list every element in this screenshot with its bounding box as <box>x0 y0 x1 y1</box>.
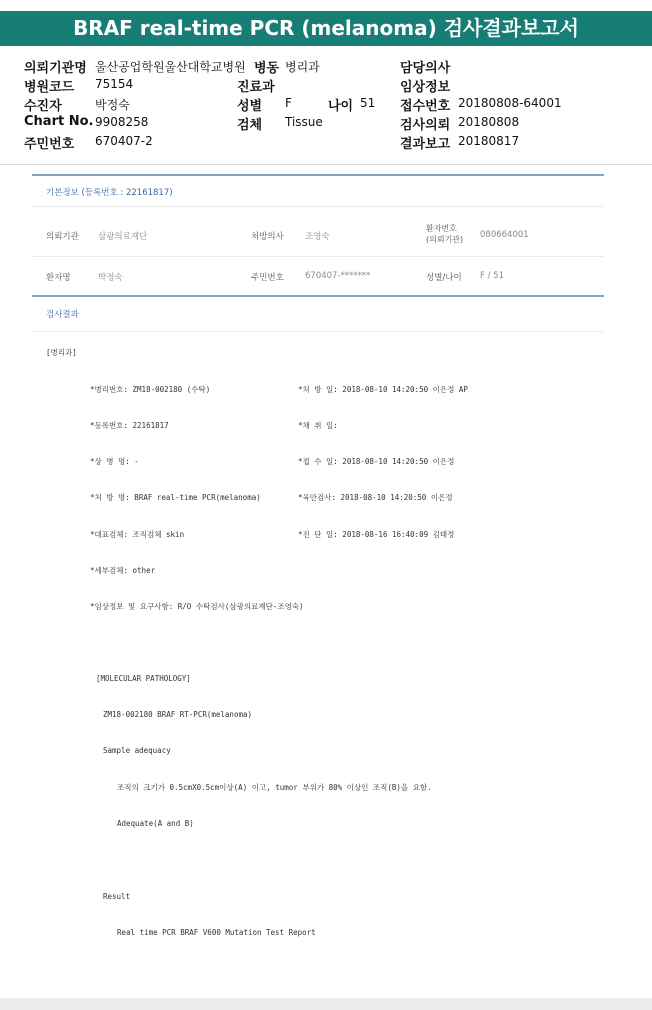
clinical-info-label: 임상정보 <box>400 80 451 95</box>
right-item: *처 방 일: 2018-08-10 14:20:50 이은정 AP <box>298 385 468 394</box>
adequacy-title: Sample adequacy <box>103 746 171 755</box>
hospital-code-value: 75154 <box>95 77 134 91</box>
institution-label: 의뢰기관명 <box>24 61 87 76</box>
request-value: 20180808 <box>458 115 520 129</box>
patient-no-value: 080664001 <box>480 230 529 240</box>
patient-no-label <box>426 223 463 245</box>
left-item: *병리번호: ZM18-002180 (수탁) <box>90 385 211 394</box>
left-item: *등록번호: 22161817 <box>90 421 169 430</box>
request-inst-label: 의뢰기관 <box>46 232 79 242</box>
left-item: *상 병 명: - <box>90 457 139 466</box>
row-divider <box>32 331 604 332</box>
dept-label: [병리과] <box>46 348 77 357</box>
patient-name-label: 환자명 <box>46 273 71 283</box>
prescriber-value: 조영숙 <box>305 232 330 242</box>
report-title: BRAF real-time PCR (melanoma) 검사결과보고서 <box>0 11 652 46</box>
molecular-header: [MOLECULAR PATHOLOGY] <box>96 674 191 683</box>
right-item: *육안검사: 2018-08-10 14:20:50 이은정 <box>298 493 453 502</box>
right-item: *접 수 일: 2018-08-10 14:20:50 이은정 <box>298 457 455 466</box>
sex-age-value: F / 51 <box>480 271 504 281</box>
left-item: *처 방 명: BRAF real-time PCR(melanoma) <box>90 493 261 502</box>
resident-label: 주민번호 <box>24 137 75 152</box>
prescriber-label: 처방의사 <box>251 232 284 242</box>
bottom-margin <box>0 998 652 1010</box>
doctor-label: 담당의사 <box>400 61 451 76</box>
right-item: *진 단 일: 2018-08-16 16:40:09 김태정 <box>298 530 455 539</box>
row-divider <box>32 256 604 257</box>
result-text: Real time PCR BRAF V600 Mutation Test Report <box>117 928 316 937</box>
specimen-value: Tissue <box>285 115 323 129</box>
resident-no-value: 670407-******* <box>305 271 371 281</box>
basic-info-title: 기본정보 (등록번호 : 22161817) <box>46 188 173 198</box>
request-label: 검사의뢰 <box>400 118 451 133</box>
sex-age-label: 성별/나이 <box>426 273 462 283</box>
resident-value: 670407-2 <box>95 134 153 148</box>
ward-value: 병리과 <box>285 60 320 74</box>
left-item: *대표검체: 조직검체 skin <box>90 530 185 539</box>
adequacy-result: Adequate(A and B) <box>117 819 194 828</box>
patient-value: 박정숙 <box>95 98 130 112</box>
patient-no-label-line2: (의뢰기관) <box>426 235 464 244</box>
department-label: 진료과 <box>237 80 275 95</box>
scanned-report <box>0 165 652 998</box>
age-value: 51 <box>360 96 376 110</box>
section-divider <box>32 295 604 297</box>
sex-label: 성별 <box>237 99 263 114</box>
receipt-label: 접수번호 <box>400 99 451 114</box>
specimen-label: 검체 <box>237 118 263 133</box>
report-label: 결과보고 <box>400 137 451 152</box>
right-item: *채 취 일: <box>298 421 338 430</box>
sex-value: F <box>285 96 292 110</box>
patient-name-value: 박정숙 <box>98 273 123 283</box>
institution-value: 울산공업학원울산대학교병원 <box>95 60 246 74</box>
left-item: *임상정보 및 요구사항: R/O 수탁검사(삼광의료재단-조영숙) <box>90 602 304 611</box>
chart-value: 9908258 <box>95 115 149 129</box>
results-title: 검사결과 <box>46 310 79 320</box>
patient-label: 수진자 <box>24 99 62 114</box>
left-item: *세부검체: other <box>90 566 156 575</box>
report-header <box>0 52 652 162</box>
hospital-code-label: 병원코드 <box>24 80 75 95</box>
section-divider <box>32 174 604 176</box>
case-line: ZM18-002180 BRAF RT-PCR(melanoma) <box>103 710 253 719</box>
request-inst-value: 삼광의료재단 <box>98 232 148 242</box>
report-value: 20180817 <box>458 134 520 148</box>
chart-label: Chart No. <box>24 114 94 129</box>
patient-no-label-line1: 환자번호 <box>426 224 457 233</box>
age-label: 나이 <box>328 99 354 114</box>
adequacy-text: 조직의 크기가 0.5cmX0.5cm이상(A) 이고, tumor 부위가 80% 이상인 조직(B)을 요함. <box>117 783 432 792</box>
row-divider <box>32 206 604 207</box>
ward-label: 병동 <box>254 61 280 76</box>
resident-no-label: 주민번호 <box>251 273 284 283</box>
result-title: Result <box>103 892 131 901</box>
receipt-value: 20180808-64001 <box>458 96 562 110</box>
